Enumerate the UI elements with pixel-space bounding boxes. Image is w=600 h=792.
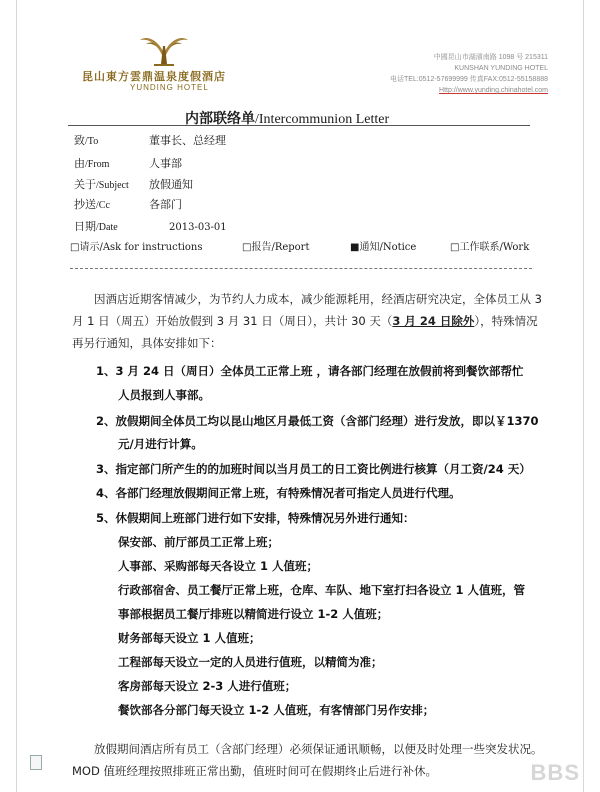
- field-cc: 抄送/Cc 各部门: [74, 198, 182, 211]
- intro-paragraph: 因酒店近期客情减少，为节约人力成本，减少能源耗用，经酒店研究决定，全体员工从 3 月 1 日（周五）开始放假到 3 月 31 日（周日），共计 30 天（3 月 24 日除外），特殊情况再另行通知，具体安排如下：: [72, 292, 542, 350]
- watermark: BBS: [530, 760, 580, 785]
- hotel-name-en: YUNDING HOTEL: [130, 83, 209, 92]
- section-divider: [70, 268, 532, 269]
- field-date-value: 2013-03-01: [169, 222, 227, 233]
- type-notice[interactable]: ■通知/Notice: [350, 242, 417, 253]
- type-ask-instructions[interactable]: □请示/Ask for instructions: [70, 242, 203, 253]
- address-cn: 中國昆山市湖濱南路 1098 号 215311: [433, 54, 548, 61]
- field-from: 由/From 人事部: [74, 157, 182, 170]
- website-link[interactable]: Http://www.yunding.chinahotel.com: [439, 87, 548, 94]
- field-subject: 关于/Subject 放假通知: [74, 178, 193, 191]
- hotel-logo: [78, 34, 248, 68]
- field-from-value: 人事部: [149, 157, 182, 170]
- list-item: 3、指定部门所产生的的加班时间以当月员工的日工资比例进行核算（月工资/24 天）: [96, 462, 531, 476]
- closing-paragraph: 放假期间酒店所有员工（含部门经理）必须保证通讯顺畅，以便及时处理一些突发状况。MOD 值班经理按照排班正常出勤，值班时间可在假期终止后进行补休。: [72, 742, 543, 778]
- field-subject-value: 放假通知: [149, 178, 193, 191]
- phone-fax: 电话TEL:0512-57699999 传真FAX:0512-55158888: [390, 76, 548, 83]
- list-item: 餐饮部各分部门每天设立 1-2 人值班，有客情部门另作安排；: [118, 703, 435, 717]
- address-en: KUNSHAN YUNDING HOTEL: [454, 65, 548, 72]
- fountain-logo-icon: [134, 34, 194, 68]
- field-cc-value: 各部门: [149, 198, 182, 211]
- list-item: 4、各部门经理放假期间正常上班，有特殊情况者可指定人员进行代理。: [96, 486, 461, 500]
- type-report[interactable]: □报告/Report: [242, 242, 310, 253]
- list-item: 客房部每天设立 2-3 人进行值班；: [118, 679, 297, 693]
- list-item: 1、3 月 24 日（周日）全体员工正常上班 ，请各部门经理在放假前将到餐饮部帮忙: [96, 364, 524, 378]
- list-item: 行政部宿舍、员工餐厅正常上班，仓库、车队、地下室打扫各设立 1 人值班，管: [118, 583, 526, 597]
- document-icon: [30, 755, 42, 770]
- list-item: 事部根据员工餐厅排班以精简进行设立 1-2 人值班；: [118, 607, 389, 621]
- letter-title-en: /Intercommunion Letter: [255, 112, 390, 127]
- field-to-value: 董事长、总经理: [149, 134, 226, 147]
- list-item: 工程部每天设立一定的人员进行值班，以精简为准；: [118, 655, 383, 669]
- field-date: 日期/Date 2013-03-01: [74, 220, 227, 233]
- list-item: 2、放假期间全体员工均以昆山地区月最低工资（含部门经理）进行发放，即以￥1370: [96, 414, 539, 428]
- letter-title-cn: 内部联络单: [185, 111, 255, 127]
- hotel-contact: [390, 52, 548, 96]
- title-divider: [68, 125, 530, 126]
- list-item: 人事部、采购部每天各设立 1 人值班；: [118, 559, 319, 573]
- intro-highlight: 3 月 24 日除外: [392, 314, 475, 328]
- field-to: 致/To 董事长、总经理: [74, 134, 226, 147]
- list-item: 5、休假期间上班部门进行如下安排，特殊情况另外进行通知：: [96, 511, 415, 525]
- list-item: 人员报到人事部。: [118, 388, 210, 402]
- list-item: 保安部、前厅部员工正常上班；: [118, 535, 279, 549]
- list-item: 财务部每天设立 1 人值班；: [118, 631, 261, 645]
- hotel-name-cn: 昆山東方雲鼎温泉度假酒店: [82, 70, 226, 83]
- type-work-contact[interactable]: □工作联系/Work: [450, 242, 530, 253]
- list-item: 元/月进行计算。: [118, 437, 203, 451]
